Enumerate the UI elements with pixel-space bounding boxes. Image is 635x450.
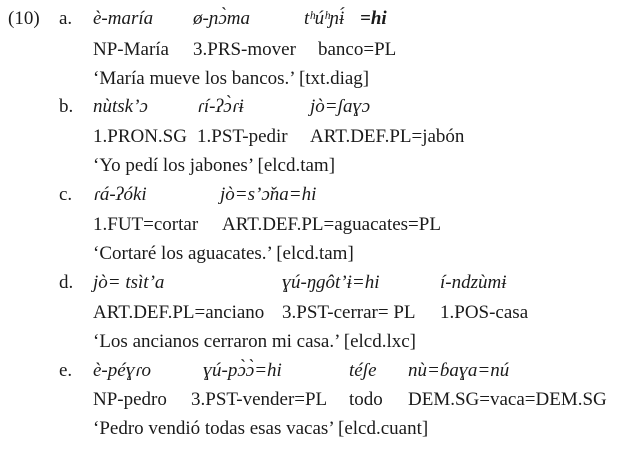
object-word: ɣú-pɔ̀ɔ̀=hi	[203, 360, 282, 381]
gloss-word: 1.FUT=cortar	[93, 214, 199, 235]
gloss-word: NP-pedro	[93, 389, 167, 410]
object-word: nù=ɓaɣa=nú	[408, 360, 510, 381]
object-word: ɾí-ʔɔ̀ɾɨ	[197, 96, 244, 117]
example-number: (10)	[8, 8, 40, 29]
object-word: ɣú-ŋgôtʼɨ=hi	[282, 272, 380, 293]
gloss-word: ART.DEF.PL=aguacates=PL	[222, 214, 441, 235]
object-word: jò= tsìtʼa	[93, 272, 165, 293]
translation: ‘Los ancianos cerraron mi casa.’ [elcd.lxc]	[93, 331, 417, 352]
translation: ‘Yo pedí los jabones’ [elcd.tam]	[93, 155, 336, 176]
gloss-word: 1.POS-casa	[440, 302, 529, 323]
gloss-word: 3.PRS-mover	[193, 39, 296, 60]
gloss-word: DEM.SG=vaca=DEM.SG	[408, 389, 607, 410]
example-label: b.	[59, 96, 74, 117]
object-word: ɾá-ʔóki	[93, 184, 147, 205]
object-word: tʰúʰɲɨ́	[304, 8, 345, 29]
object-word: téʃe	[349, 360, 377, 381]
gloss-word: banco=PL	[318, 39, 397, 60]
object-word: jò=sʼɔ̌na=hi	[220, 184, 317, 205]
gloss-word: 1.PRON.SG	[93, 126, 187, 147]
translation: ‘Cortaré los aguacates.’ [elcd.tam]	[93, 243, 354, 264]
example-label: d.	[59, 272, 74, 293]
translation: ‘María mueve los bancos.’ [txt.diag]	[93, 68, 370, 89]
gloss-word: 1.PST-pedir	[197, 126, 288, 147]
example-label: c.	[59, 184, 73, 205]
translation: ‘Pedro vendió todas esas vacas’ [elcd.cuant]	[93, 418, 429, 439]
gloss-word: todo	[349, 389, 383, 410]
example-label: e.	[59, 360, 73, 381]
gloss-word: ART.DEF.PL=anciano	[93, 302, 265, 323]
gloss-word: ART.DEF.PL=jabón	[310, 126, 465, 147]
example-label: a.	[59, 8, 73, 29]
object-word: jò=ʃaɣɔ	[310, 96, 371, 117]
object-word: í-ndzùmɨ	[440, 272, 507, 293]
object-word: è-péɣɾo	[93, 360, 152, 381]
object-word: ø-ɲɔ̀ma	[193, 8, 250, 29]
object-word: è-maría	[93, 8, 154, 29]
gloss-word: 3.PST-vender=PL	[191, 389, 328, 410]
gloss-word: 3.PST-cerrar= PL	[282, 302, 416, 323]
gloss-word: NP-María	[93, 39, 169, 60]
object-word-clitic: =hi	[360, 8, 387, 29]
object-word: nùtskʼɔ	[93, 96, 148, 117]
